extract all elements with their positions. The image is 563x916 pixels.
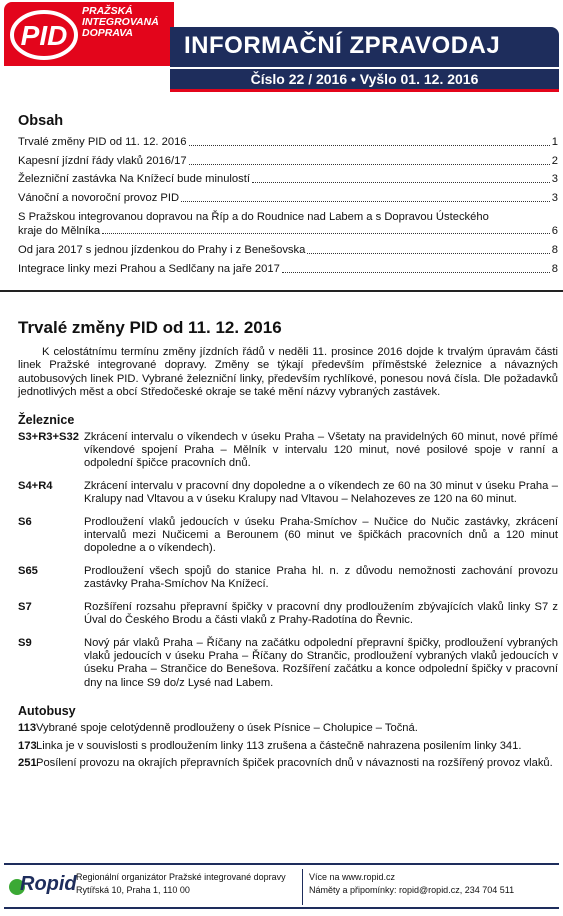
toc-item-label: Integrace linky mezi Prahou a Sedlčany na jaře 2017 (18, 263, 280, 276)
bus-line-text: Linka je v souvislosti s prodloužením linky 113 zrušena a částečně nahrazena posilením linky 341. (36, 739, 522, 752)
rail-line-entry (18, 565, 558, 592)
rail-line-code: S3+R3+S32 (18, 430, 79, 443)
footer-org: Regionální organizátor Pražské integrované dopravy (76, 872, 286, 882)
bus-line-entry (18, 757, 558, 770)
toc-item-label: Železniční zastávka Na Knížecí bude minulostí (18, 173, 250, 186)
toc-item-continuation (18, 224, 558, 238)
rail-line-entry (18, 516, 558, 556)
rail-line-code: S7 (18, 600, 32, 613)
toc-item-page: 3 (551, 173, 558, 186)
article (18, 318, 558, 774)
rail-line-entry (18, 601, 558, 628)
pid-logo-text: PID (20, 20, 68, 51)
bus-line-entry (18, 740, 558, 753)
brand-line-3: DOPRAVA (82, 27, 133, 39)
toc-leader-dots (189, 135, 550, 146)
rail-line-text: Zkrácení intervalu v pracovní dny dopoledne a o víkendech ze 60 na 30 minut v úseku Praha – Kralupy nad Vltavou a v úseku Kralupy nad Vltavou – Nelahozeves ze 120 na 60 minut. (84, 479, 558, 506)
rail-line-text: Zkrácení intervalu o víkendech v úseku Praha – Všetaty na pravidelných 60 minut, nové přímé víkendové spojení Praha – Mělník v intervalu 120 minut, nové posilové spoje v ranní a odpolední špičce pracovních dnů. (84, 430, 558, 470)
header-red-rule (170, 89, 559, 92)
bus-line-text: Vybrané spoje celotýdenně prodlouženy o úsek Písnice – Cholupice – Točná. (36, 722, 418, 735)
rail-line-entry (18, 431, 558, 471)
newsletter-title: INFORMAČNÍ ZPRAVODAJ (184, 32, 501, 59)
toc-item[interactable] (18, 243, 558, 258)
rail-line-text: Rozšíření rozsahu přepravní špičky v pracovní dny prodloužením zbývajících vlaků linky S7 z Úval do Českého Brodu a části vlaků z Prahy-Radotína do Řevnic. (84, 600, 558, 627)
pid-logo-icon (10, 8, 84, 60)
bus-line-code: 113 (18, 722, 37, 735)
bus-line-code: 173 (18, 739, 37, 752)
toc-item[interactable] (18, 191, 558, 206)
toc-leader-dots (102, 224, 550, 234)
article-title: Trvalé změny PID od 11. 12. 2016 (18, 318, 282, 337)
toc-item[interactable] (18, 135, 558, 150)
table-of-contents (18, 113, 558, 281)
rail-line-code: S6 (18, 515, 32, 528)
toc-item[interactable] (18, 262, 558, 277)
toc-item-label: Kapesní jízdní řády vlaků 2016/17 (18, 154, 187, 167)
issue-bar (170, 67, 559, 89)
footer-org-info (76, 871, 286, 897)
rail-line-entry (18, 637, 558, 691)
issue-info: Číslo 22 / 2016 • Vyšlo 01. 12. 2016 (250, 71, 479, 87)
bus-line-text: Posílení provozu na okrajích přepravních špiček pracovních dnů v návaznosti na rozšířený provoz vlaků. (36, 756, 553, 769)
toc-item-page: 8 (551, 244, 558, 257)
article-intro: K celostátnímu termínu změny jízdních řádů v neděli 11. prosince 2016 dojde k trvalým úpravám části linek Pražské integrované dopravy. Změny se týkají především příměstské železnice a návazných autobusových linek PID. Vybrané železniční linky, především rychlíkové, ponesou nová čísla. Dle požadavků jednotlivých měst a obcí Středočeské okraje se také mění názvy vybraných zastávek. (18, 346, 558, 399)
toc-leader-dots (282, 262, 550, 273)
toc-leader-dots (252, 172, 550, 183)
pid-logo-block (4, 2, 174, 66)
toc-item-page: 8 (551, 263, 558, 276)
rail-line-text: Nový pár vlaků Praha – Říčany na začátku odpolední přepravní špičky, prodloužení vybraných vlaků jedoucích v úseku Praha – Říčany do Strančic, prodloužení vybraných vlaků jedoucích v úseku Praha – Strančice do Benešova. Rozšíření začátku a konce odpolední špičky v pracovní dny na lince S9 do/z Lysé nad Labem. (84, 636, 558, 689)
toc-item-page: 1 (551, 136, 558, 148)
rail-line-code: S4+R4 (18, 479, 53, 492)
toc-item[interactable] (18, 210, 558, 240)
rail-line-entry (18, 480, 558, 507)
page-footer (4, 863, 559, 909)
rail-heading: Železnice (18, 412, 75, 427)
footer-web[interactable]: Více na www.ropid.cz (309, 872, 396, 882)
ropid-logo-text: Ropid (20, 873, 77, 895)
section-divider (0, 290, 563, 292)
rail-line-code: S9 (18, 636, 32, 649)
toc-title: Obsah (18, 113, 64, 129)
footer-contact[interactable]: Náměty a připomínky: ropid@ropid.cz, 234 704 511 (309, 885, 515, 895)
rail-line-text: Prodloužení vlaků jedoucích v úseku Praha-Smíchov – Nučice do Nučic zastávky, zkrácení intervalů mezi Nučicemi a Berounem (60 minut ve špičkách pracovních dnů a 120 minut dopoledne a o víkendech). (84, 515, 558, 555)
bus-line-entry (18, 722, 558, 735)
toc-leader-dots (307, 243, 549, 254)
title-bar (170, 27, 559, 67)
toc-item-page: 2 (551, 154, 558, 167)
rail-line-text: Prodloužení všech spojů do stanice Praha hl. n. z důvodu nemožnosti zachování provozu zastávky Praha-Smíchov Na Knížecí. (84, 564, 558, 591)
toc-item-page: 3 (551, 192, 558, 205)
toc-leader-dots (189, 154, 550, 165)
toc-item-label: Trvalé změny PID od 11. 12. 2016 (18, 136, 187, 148)
footer-address: Rytířská 10, Praha 1, 110 00 (76, 885, 190, 895)
toc-item-label: Vánoční a novoroční provoz PID (18, 192, 180, 205)
toc-item-label: S Pražskou integrovanou dopravou na Říp a do Roudnice nad Labem a s Dopravou Ústeckého (18, 210, 489, 223)
toc-item-label: Od jara 2017 s jednou jízdenkou do Prahy i z Benešovska (18, 244, 306, 257)
page-header (0, 0, 563, 95)
brand-line-1: PRAŽSKÁ (82, 5, 133, 17)
footer-contact-info (309, 871, 514, 897)
brand-line-2: INTEGROVANÁ (82, 16, 159, 28)
toc-item-label-cont: kraje do Mělníka (18, 224, 101, 237)
bus-line-code: 251 (18, 756, 37, 769)
footer-separator (302, 869, 303, 905)
ropid-logo (8, 870, 77, 904)
toc-item[interactable] (18, 154, 558, 169)
brand-name (82, 6, 159, 39)
toc-item[interactable] (18, 172, 558, 187)
toc-leader-dots (181, 191, 550, 202)
toc-item-page: 6 (551, 224, 558, 237)
rail-line-code: S65 (18, 564, 38, 577)
bus-heading: Autobusy (18, 704, 76, 719)
